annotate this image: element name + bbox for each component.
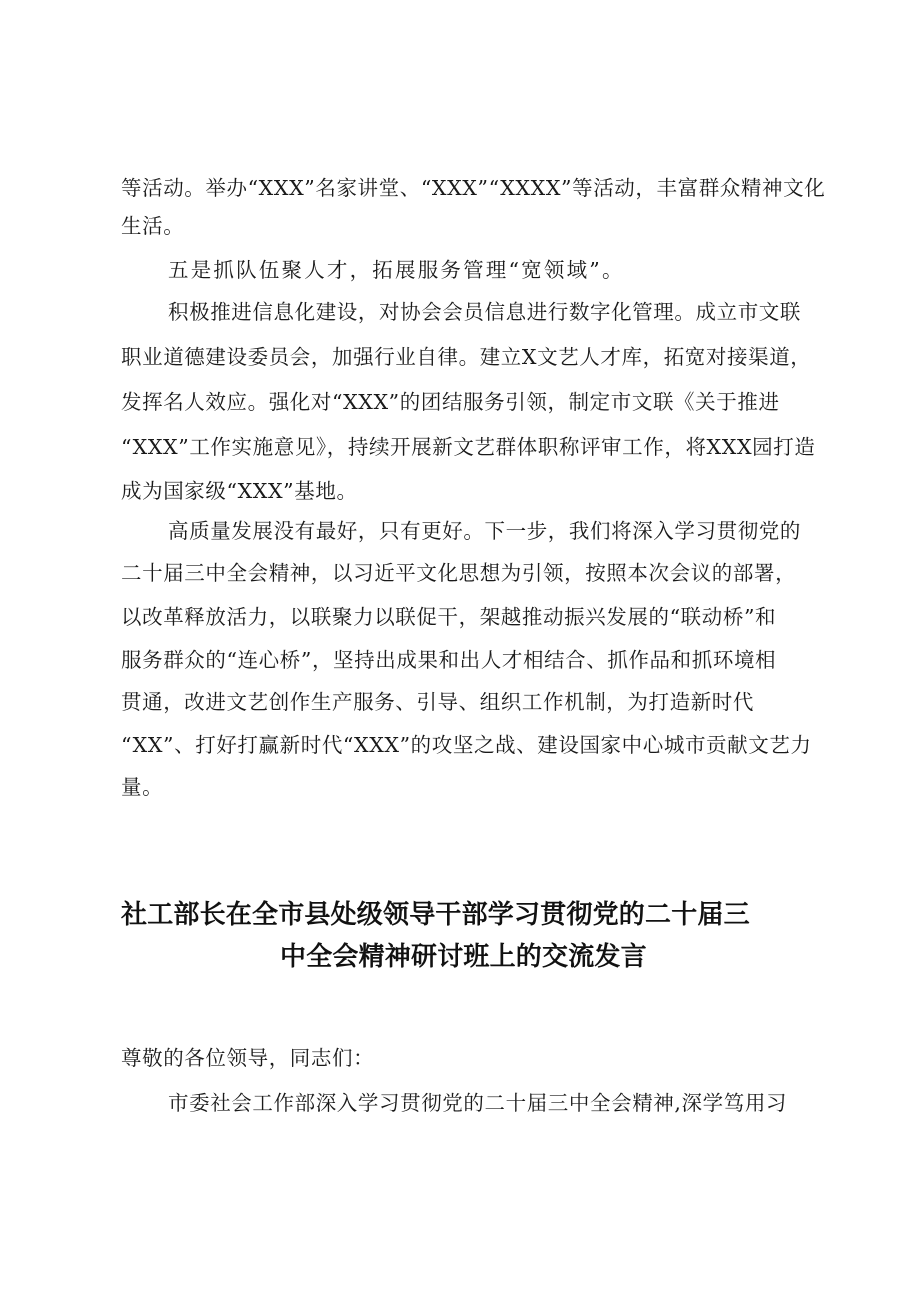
opening-paragraph-line: 市委社会工作部深入学习贯彻党的二十届三中全会精神,深学笃用习	[168, 1091, 788, 1115]
paragraph-line: 发挥名人效应。强化对“XXX”的团结服务引领，制定市文联《关于推进	[121, 390, 780, 414]
paragraph-line: 以改革释放活力，以联聚力以联促干，架越推动振兴发展的“联动桥”和	[121, 605, 777, 629]
paragraph-line: 积极推进信息化建设，对协会会员信息进行数字化管理。成立市文联	[168, 300, 801, 324]
article-title-line-2: 中全会精神研讨班上的交流发言	[280, 942, 647, 972]
paragraph-line: 高质量发展没有最好，只有更好。下一步，我们将深入学习贯彻党的	[168, 519, 801, 543]
paragraph-line: 二十届三中全会精神，以习近平文化思想为引领，按照本次会议的部署，	[121, 561, 797, 585]
paragraph-line: “XXX”工作实施意见》，持续开展新文艺群体职称评审工作，将XXX园打造	[121, 435, 816, 459]
paragraph-line: “XX”、打好打赢新时代“XXX”的攻坚之战、建设国家中心城市贡献文艺力	[121, 733, 812, 757]
paragraph-line: 贯通，改进文艺创作生产服务、引导、组织工作机制，为打造新时代	[121, 690, 754, 714]
salutation: 尊敬的各位领导，同志们：	[121, 1046, 375, 1070]
paragraph-line: 服务群众的“连心桥”，坚持出成果和出人才相结合、抓作品和抓环境相	[121, 648, 777, 672]
paragraph-line: 成为国家级“XXX”基地。	[121, 479, 358, 503]
paragraph-line: 量。	[121, 775, 164, 799]
paragraph-line: 生活。	[121, 214, 185, 238]
paragraph-line: 职业道德建设委员会，加强行业自律。建立X文艺人才库，拓宽对接渠道，	[121, 345, 812, 369]
paragraph-line: 等活动。举办“XXX”名家讲堂、“XXX”“XXXX”等活动，丰富群众精神文化	[121, 176, 826, 200]
section-heading: 五是抓队伍聚人才，拓展服务管理“宽领域”。	[168, 258, 625, 282]
article-title-line-1: 社工部长在全市县处级领导干部学习贯彻党的二十届三	[121, 900, 750, 930]
